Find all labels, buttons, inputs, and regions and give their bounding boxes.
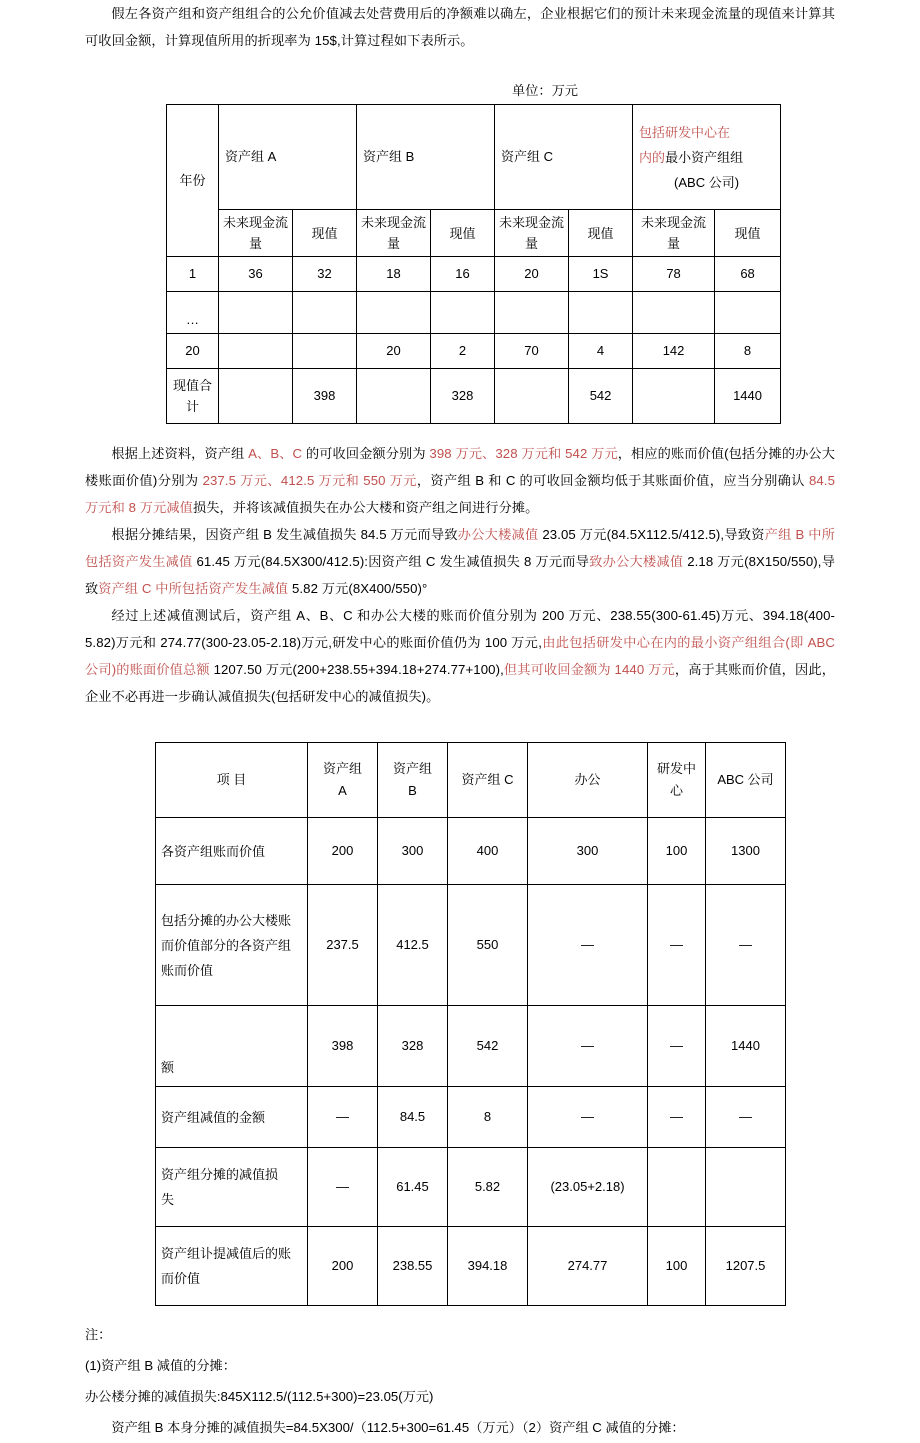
p2-s1: 根据上述资料，资产组 (111, 446, 249, 461)
table1-cell (219, 334, 293, 369)
paragraph-allocation-result (85, 521, 835, 602)
table2-row-label-line: 包括分摊的办公大楼账 (161, 912, 292, 928)
p3-s2: 23.05 万元(84.5X112.5/412.5),导致资 (538, 527, 765, 542)
footnote-item-2: 办公楼分摊的减值损失:845X112.5/(112.5+300)=23.05(万元) (85, 1389, 434, 1404)
table1-total-cell: 542 (569, 369, 633, 424)
table2-cell: 5.82 (448, 1148, 528, 1227)
table2-header-office: 办公 (528, 743, 648, 818)
table1-cell (569, 292, 633, 334)
table1-unit-caption: 单位：万元 (512, 83, 578, 98)
table1-group-a-header: 资产组 A (219, 105, 357, 210)
paragraph-recoverable-amounts (85, 440, 835, 521)
table2-row-label-line: 而价值 (161, 1271, 201, 1286)
table2-cell: 238.55 (378, 1227, 448, 1306)
table1-cell: 36 (219, 257, 293, 292)
table1-year-cell: 1 (167, 257, 219, 292)
cash-flow-table (166, 104, 781, 424)
table1-wrapper (166, 104, 920, 424)
table2-header-row (156, 743, 786, 818)
table2-row-label-line: 资产组讣提减值后的账 (161, 1246, 292, 1261)
table2-cell: — (528, 1006, 648, 1087)
table1-total-cell (633, 369, 715, 424)
table2-header-item: 项 目 (156, 743, 308, 818)
p3-s1: 根据分摊结果，因资产组 B 发生减值损失 84.5 万元而导致 (111, 527, 458, 542)
table2-cell: 100 (648, 818, 706, 885)
paragraph-after-impairment-test (85, 602, 835, 710)
table2-cell: 300 (378, 818, 448, 885)
abc-header-line2 (639, 145, 774, 170)
table2-cell: 1207.5 (706, 1227, 786, 1306)
table1-total-cell: 1440 (715, 369, 781, 424)
table2-cell: 394.18 (448, 1227, 528, 1306)
table2-cell: (23.05+2.18) (528, 1148, 648, 1227)
p3-s4: 2.18 万元(8X150/550),导致 (85, 554, 835, 596)
table-row (156, 885, 786, 1006)
table1-subheader-present-abc: 现值 (715, 210, 781, 257)
abc-header-line2-red: 内的 (639, 149, 666, 165)
table2-row-label (156, 1227, 308, 1306)
p3-r4: 资产组 C 中所包括资产发生减值 (98, 581, 289, 596)
table1-cell: 16 (431, 257, 495, 292)
table1-year-cell: 20 (167, 334, 219, 369)
table2-cell: 1440 (706, 1006, 786, 1087)
p2-r4: 84.5 万元和 8 万元减值 (85, 473, 836, 515)
table1-cell (357, 292, 431, 334)
table2-cell: — (648, 1087, 706, 1148)
table-row (156, 818, 786, 885)
table2-header-group-c: 资产组 C (448, 743, 528, 818)
table1-total-cell (357, 369, 431, 424)
table1-total-row (167, 369, 781, 424)
table1-total-cell (219, 369, 293, 424)
p3-r3: 致办公大楼减值 (589, 554, 684, 569)
p2-r1: A、B、C (248, 446, 303, 461)
table1-cell: 4 (569, 334, 633, 369)
table2-header-group-b (378, 743, 448, 818)
table2-cell: 200 (308, 1227, 378, 1306)
table1-cell: 32 (293, 257, 357, 292)
table2-header-group-b-l1: 资产组 (392, 761, 432, 776)
table1-total-label: 现值合计 (167, 369, 219, 424)
p4-s2: 1207.50 万元(200+238.55+394.18+274.77+100), (209, 662, 504, 677)
table2-header-abc: ABC 公司 (706, 743, 786, 818)
table1-subheader-present-b: 现值 (431, 210, 495, 257)
table2-cell (648, 1148, 706, 1227)
table2-cell: 328 (378, 1006, 448, 1087)
table1-cell: 8 (715, 334, 781, 369)
table2-row-label-line: 资产组减值的金额 (161, 1109, 266, 1125)
table2-cell: — (648, 1006, 706, 1087)
abc-header-line1: 包括研发中心在 (639, 124, 731, 140)
table1-cell: 142 (633, 334, 715, 369)
table2-cell: 300 (528, 818, 648, 885)
table2-cell: 237.5 (308, 885, 378, 1006)
table2-cell: 100 (648, 1227, 706, 1306)
p3-s3: 61.45 万元(84.5X300/412.5):因资产组 C 发生减值损失 8 万元而导 (192, 554, 590, 569)
p2-r2: 398 万元、328 万元和 542 万元 (429, 446, 618, 461)
table-row (156, 1087, 786, 1148)
table2-cell: 542 (448, 1006, 528, 1087)
table1-cell: 20 (357, 334, 431, 369)
p2-s3: ，相应的账而价值(包括分摊的办公大楼账面价值)分别为 (85, 446, 835, 488)
table1-subheader-cashflow-abc: 未来现金流量 (633, 210, 715, 257)
table2-cell: — (308, 1148, 378, 1227)
abc-header-line3: (ABC 公司) (674, 174, 740, 190)
table1-group-b-header: 资产组 B (357, 105, 495, 210)
table1-abc-header (633, 105, 781, 210)
table2-row-label-line: 资产组分摊的减值损 (161, 1167, 279, 1182)
table-row (156, 1148, 786, 1227)
table2-wrapper (155, 742, 920, 1306)
p3-s5: 5.82 万元(8X400/550)° (288, 581, 428, 596)
table2-header-group-a-l1: 资产组 (322, 761, 362, 776)
table1-cell (293, 292, 357, 334)
table2-cell: 400 (448, 818, 528, 885)
table2-header-group-a-l2: A (338, 783, 347, 798)
p4-s3: ，高于其账而价值，因此，企业不必再进一步确认减值损失(包括研发中心的减值损失)。 (85, 662, 836, 704)
table1-header-row-2 (167, 210, 781, 257)
table2-row-label (156, 1006, 308, 1087)
table1-total-cell: 398 (293, 369, 357, 424)
table1-total-cell: 328 (431, 369, 495, 424)
table2-row-label-line: 而价值部分的各资产组 (161, 937, 292, 953)
table2-cell: 84.5 (378, 1087, 448, 1148)
table1-cell (431, 292, 495, 334)
table2-row-label (156, 1148, 308, 1227)
table2-cell: 61.45 (378, 1148, 448, 1227)
table1-cell: 20 (495, 257, 569, 292)
table1-group-c-header: 资产组 C (495, 105, 633, 210)
table1-cell: 2 (431, 334, 495, 369)
table2-cell: 412.5 (378, 885, 448, 1006)
footnotes (85, 1319, 835, 1443)
table1-cell (633, 292, 715, 334)
impairment-summary-table (155, 742, 786, 1306)
table2-cell: — (706, 1087, 786, 1148)
p2-s2: 的可收回金额分别为 (302, 446, 430, 461)
table1-cell (715, 292, 781, 334)
table1-subheader-cashflow-b: 未来现金流量 (357, 210, 431, 257)
table2-row-label-line: 各资产组账而价值 (161, 843, 266, 859)
table2-row-label-line: 额 (161, 1060, 175, 1075)
table1-cell (219, 292, 293, 334)
table1-cell: 18 (357, 257, 431, 292)
table2-cell: 200 (308, 818, 378, 885)
table1-cell: 68 (715, 257, 781, 292)
table1-subheader-present-c: 现值 (569, 210, 633, 257)
table-row (167, 257, 781, 292)
abc-header-line2-black: 最小资产组组 (665, 149, 744, 165)
footnote-title: 注： (85, 1327, 112, 1342)
table1-year-header: 年份 (167, 105, 219, 257)
table2-header-rd-center: 研发中心 (648, 743, 706, 818)
table1-subheader-cashflow-c: 未来现金流量 (495, 210, 569, 257)
table1-header-row-1 (167, 105, 781, 210)
intro-paragraph: 假左各资产组和资产组组合的公允价值减去处营费用后的净额难以确左，企业根据它们的预计未来现金流量的现值来计算其可收回金额，计算现值所用的折现率为 15$,计算过程如下表所示。 (85, 6, 835, 48)
table2-header-group-a (308, 743, 378, 818)
footnote-item-3: 资产组 B 本身分摊的减值损失=84.5X300/（112.5+300=61.45（万元）（2）资产组 C 减值的分摊： (111, 1420, 685, 1435)
table1-cell: 1S (569, 257, 633, 292)
p2-s5: 损失，并将该减值损失在办公大楼和资产组之间进行分摊。 (192, 500, 539, 515)
table2-cell: 8 (448, 1087, 528, 1148)
p4-r2: 但其可收回金额为 1440 万元 (503, 662, 675, 677)
table2-cell: 398 (308, 1006, 378, 1087)
p3-r1: 办公大楼减值 (457, 527, 539, 542)
table2-cell: 1300 (706, 818, 786, 885)
table-row (167, 334, 781, 369)
p4-s1: 经过上述减值测试后，资产组 A、B、C 和办公大楼的账而价值分别为 200 万元、238.55(300-61.45)万元、394.18(400-5.82)万元和 274.77(300-23.05-2.18)万元,研发中心的账面价值仍为 100 万元, (85, 608, 835, 650)
table2-cell: — (528, 1087, 648, 1148)
table-row (156, 1227, 786, 1306)
footnote-item-1: (1)资产组 B 减值的分摊： (85, 1358, 236, 1373)
table2-cell: — (528, 885, 648, 1006)
table1-year-cell: … (167, 292, 219, 334)
table1-subheader-cashflow-a: 未来现金流量 (219, 210, 293, 257)
table2-row-label-line: 账而价值 (161, 962, 214, 978)
table1-cell (293, 334, 357, 369)
table2-row-label-line: 失 (161, 1192, 175, 1207)
p2-r3: 237.5 万元、412.5 万元和 550 万元 (202, 473, 417, 488)
table2-row-label (156, 1087, 308, 1148)
p4-r1: 由此包括研发中心在内的最小资产组组合(即 ABC 公司)的账面价值总额 (85, 635, 835, 677)
table-row (156, 1006, 786, 1087)
table2-row-label (156, 818, 308, 885)
table1-cell (495, 292, 569, 334)
table2-cell: 550 (448, 885, 528, 1006)
table1-cell: 78 (633, 257, 715, 292)
p3-r2: 产组 B 中所包括资产发生减值 (85, 527, 835, 569)
table1-subheader-present-a: 现值 (293, 210, 357, 257)
table1-cell: 70 (495, 334, 569, 369)
table2-cell (706, 1148, 786, 1227)
table2-cell: — (648, 885, 706, 1006)
p2-s4: ，资产组 B 和 C 的可收回金额均低于其账面价值，应当分别确认 (416, 473, 809, 488)
table2-row-label (156, 885, 308, 1006)
table2-header-group-b-l2: B (408, 783, 417, 798)
table2-cell: — (308, 1087, 378, 1148)
table-row (167, 292, 781, 334)
table2-cell: — (706, 885, 786, 1006)
table2-cell: 274.77 (528, 1227, 648, 1306)
table1-total-cell (495, 369, 569, 424)
